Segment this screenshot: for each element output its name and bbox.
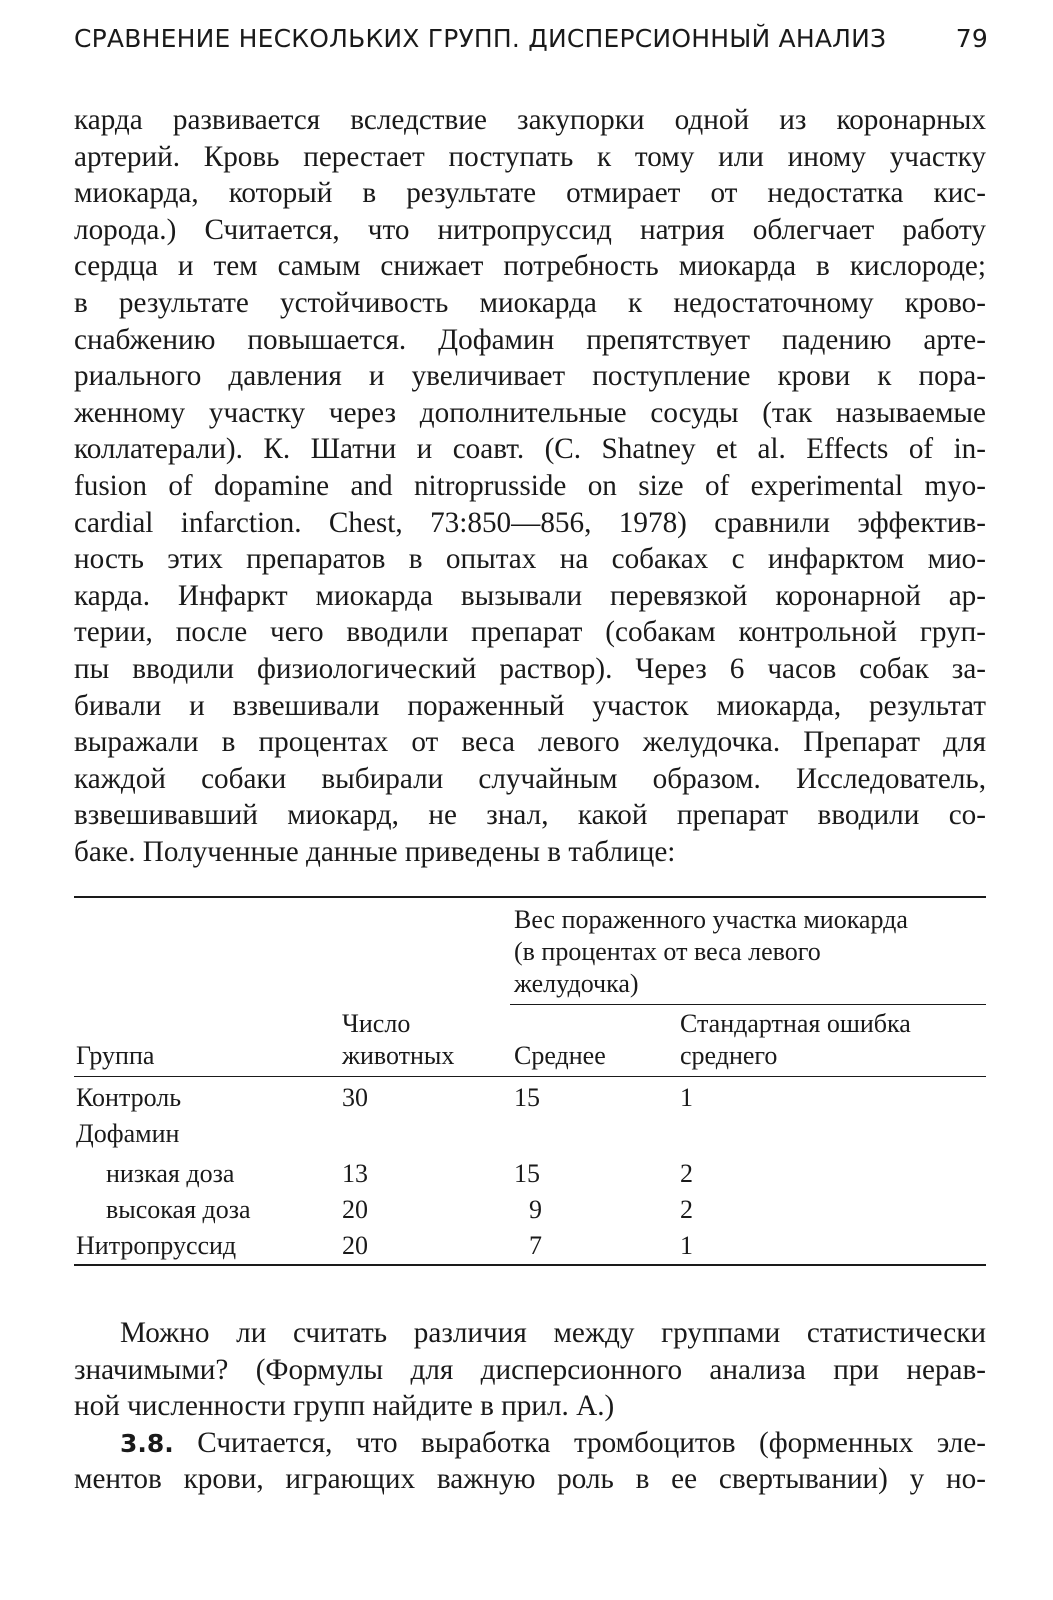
text-line: бивали и взвешивали пораженный участок миокарда, результат xyxy=(74,689,986,722)
cell-group: Нитропруссид xyxy=(76,1231,237,1260)
cell-mean-wrap xyxy=(514,1230,542,1262)
header-count-line2: животных xyxy=(342,1041,455,1070)
cell-mean: 15 xyxy=(514,1083,540,1112)
table-top-rule xyxy=(74,896,986,898)
header-group: Группа xyxy=(76,1041,155,1070)
table-header-rule xyxy=(74,1076,986,1077)
spanning-header-line: желудочка) xyxy=(514,969,639,998)
spanning-header-rule xyxy=(510,1004,986,1005)
cell-se: 1 xyxy=(680,1231,693,1260)
cell-count: 20 xyxy=(342,1195,368,1224)
text-line: выражали в процентах от веса левого желудочка. Препарат для xyxy=(74,726,986,759)
cell-count: 20 xyxy=(342,1231,368,1260)
cell-count: 13 xyxy=(342,1159,368,1188)
text-line: риального давления и увеличивает поступление крови к пора- xyxy=(74,360,986,393)
text-line: коллатерали). К. Шатни и соавт. (C. Shatney et al. Effects of in- xyxy=(74,433,986,466)
header-se-line2: среднего xyxy=(680,1041,778,1070)
text-line: баке. Полученные данные приведены в таблице: xyxy=(74,835,676,868)
infarct-size-table xyxy=(74,896,986,1268)
text-line: ментов крови, играющих важную роль в ее свертывании) у но- xyxy=(74,1463,986,1496)
cell-group: Дофамин xyxy=(76,1119,180,1148)
text-line: карда. Инфаркт миокарда вызывали перевязкой коронарной ар- xyxy=(74,579,986,612)
text-line: женному участку через дополнительные сосуды (так называемые xyxy=(74,396,986,429)
text-line: терии, после чего вводили препарат (собакам контрольной груп- xyxy=(74,616,986,649)
cell-se: 2 xyxy=(680,1159,693,1188)
exercise-first-line xyxy=(74,1425,986,1462)
spanning-header-line: Вес пораженного участка миокарда xyxy=(514,905,908,934)
text-line: карда развивается вследствие закупорки одной из коронарных xyxy=(74,104,986,136)
text-line: взвешивавший миокард, не знал, какой препарат вводили со- xyxy=(74,799,986,832)
text-line: ность этих препаратов в опытах на собаках с инфарктом мио- xyxy=(74,543,986,576)
header-se-line1: Стандартная ошибка xyxy=(680,1009,911,1038)
text-line: ной численности групп найдите в прил. А.) xyxy=(74,1390,615,1423)
text-line: cardial infarction. Chest, 73:850—856, 1978) сравнили эффектив- xyxy=(74,506,986,539)
cell-mean: 9 xyxy=(529,1195,542,1224)
page-number: 79 xyxy=(955,24,988,53)
text-line: пы вводили физиологический раствор). Через 6 часов собак за- xyxy=(74,652,986,685)
spanning-header-line: (в процентах от веса левого xyxy=(514,937,821,966)
cell-mean: 15 xyxy=(514,1159,540,1188)
paragraph-question xyxy=(74,1315,986,1498)
cell-se: 2 xyxy=(680,1195,693,1224)
exercise-number: 3.8. xyxy=(120,1428,174,1458)
text-line: артерий. Кровь перестает поступать к тому или иному участку xyxy=(74,140,986,173)
spanning-header xyxy=(514,904,908,1000)
running-head-title: СРАВНЕНИЕ НЕСКОЛЬКИХ ГРУПП. ДИСПЕРСИОННЫЙ АНАЛИЗ xyxy=(74,24,887,53)
table-bottom-rule xyxy=(74,1264,986,1266)
cell-group: Контроль xyxy=(76,1083,182,1112)
text-line: сердца и тем самым снижает потребность миокарда в кислороде; xyxy=(74,250,986,283)
text-line: миокарда, который в результате отмирает от недостатка кис- xyxy=(74,177,986,210)
running-head xyxy=(74,24,988,64)
text-line: fusion of dopamine and nitroprusside on size of experimental myo- xyxy=(74,469,986,502)
cell-group: высокая доза xyxy=(106,1195,251,1224)
cell-se: 1 xyxy=(680,1083,693,1112)
text-line: в результате устойчивость миокарда к недостаточному крово- xyxy=(74,286,986,319)
cell-mean-wrap xyxy=(514,1194,542,1226)
cell-mean: 7 xyxy=(529,1231,542,1260)
text-line: снабжению повышается. Дофамин препятствует падению арте- xyxy=(74,323,986,356)
header-count-line1: Число xyxy=(342,1009,411,1038)
cell-count: 30 xyxy=(342,1083,368,1112)
text-line: значимыми? (Формулы для дисперсионного анализа при нерав- xyxy=(74,1353,986,1386)
paragraph-intro xyxy=(74,102,986,870)
text-line: Можно ли считать различия между группами статистически xyxy=(120,1317,986,1349)
cell-group: низкая доза xyxy=(106,1159,235,1188)
header-mean: Среднее xyxy=(514,1041,606,1070)
text-line: каждой собаки выбирали случайным образом. Исследователь, xyxy=(74,762,986,795)
exercise-text: Считается, что выработка тромбоцитов (форменных эле- xyxy=(197,1426,986,1459)
text-line: лорода.) Считается, что нитропруссид натрия облегчает работу xyxy=(74,213,986,246)
